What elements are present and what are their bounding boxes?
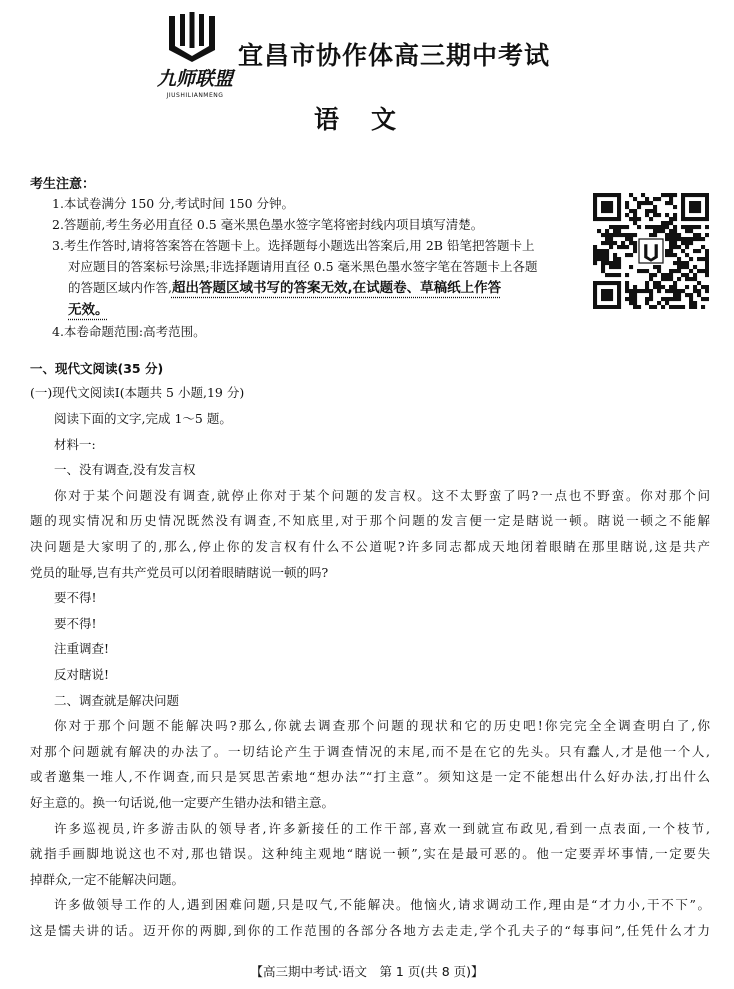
notice-item-3-plain: 的答题区域内作答, [68,280,172,295]
para-2-line: 对那个问题就有解决的办法了。一切结论产生于调查情况的末尾,而不是在它的先头。只有蠢人,才是他一个人, [30,743,710,759]
instruction: 阅读下面的文字,完成 1～5 题。 [54,411,232,426]
para-3-line: 许多巡视员,许多游击队的领导者,许多新接任的工作干部,喜欢一到就宣布政见,看到一点表面,一个枝节, [54,820,710,836]
notice-heading: 考生注意： [30,177,96,192]
para-1-line: 题的现实情况和历史情况既然没有调查,不知底里,对于那个问题的发言便一定是瞎说一顿。瞎说一顿之不能解 [30,513,710,529]
short-line: 要不得! [54,615,97,631]
heading-1: 一、没有调查,没有发言权 [54,462,196,478]
logo-text: 九师联盟 [156,68,233,90]
para-3-line: 掉群众,一定不能解决问题。 [30,871,184,887]
notice-item-4: 4.本卷命题范围:高考范围。 [52,324,206,339]
reading-section [30,358,710,943]
para-2-line: 你对于那个问题不能解决吗?那么,你就去调查那个问题的现状和它的历史吧!你完完全全调查明白了,你 [54,718,710,734]
para-3-line: 就指手画脚地说这也不对,那也错误。这种纯主观地“瞎说一顿”,实在是最可恶的。他一定要弄坏事情,一定要失 [30,846,710,862]
short-line: 注重调查! [54,641,110,657]
publisher-logo [150,12,240,102]
material-label: 材料一: [54,436,96,452]
exam-title: 宜昌市协作体高三期中考试 [238,41,551,70]
notice-item-3: 3.考生作答时,请将答案答在答题卡上。选择题每小题选出答案后,用 2B 铅笔把答题卡上 [52,238,535,253]
subject-title: 语文 [314,105,429,134]
notice-list [52,193,587,342]
notice-item-3-cont2 [52,277,587,299]
short-line: 要不得! [54,590,97,606]
logo-subtext: JIUSHILIANMENG [166,92,224,99]
notice-item-3-cont: 对应题目的答案标号涂黑;非选择题请用直径 0.5 毫米黑色墨水签字笔在答题卡上各题 [68,259,538,274]
short-line: 反对瞎说! [54,666,110,682]
para-2-line: 或者邀集一堆人,不作调查,而只是冥思苦索地“想办法”“打主意”。须知这是一定不能想出什么好办法,打出什么 [30,769,710,785]
qr-code-icon [593,193,709,309]
section-heading: 一、现代文阅读(35 分) [30,361,164,376]
notice-item-3-emphasis: 超出答题区域书写的答案无效,在试题卷、草稿纸上作答 [171,280,502,296]
para-2-line: 好主意的。换一句话说,他一定要产生错办法和错主意。 [30,794,334,810]
para-4-line: 许多做领导工作的人,遇到困难问题,只是叹气,不能解决。他恼火,请求调动工作,理由是“才力小,干不下”。 [54,897,710,913]
book-logo-icon [165,12,219,62]
notice-item-3-emphasis-end: 无效。 [68,302,109,318]
notice-item-3-cont3 [52,299,587,321]
page-footer: 【高三期中考试·语文 第 1 页(共 8 页)】 [250,964,484,979]
subsection-heading: (一)现代文阅读Ⅰ(本题共 5 小题,19 分) [30,385,245,400]
para-4-line: 这是懦夫讲的话。迈开你的两脚,到你的工作范围的各部分各地方去走走,学个孔夫子的“每事问”,任凭什么才力 [30,922,710,938]
para-1-line: 党员的耻辱,岂有共产党员可以闭着眼睛瞎说一顿的吗? [30,564,329,580]
heading-2: 二、调查就是解决问题 [54,692,180,708]
notice-item-1: 1.本试卷满分 150 分,考试时间 150 分钟。 [52,196,295,211]
para-1-line: 你对于某个问题没有调查,就停止你对于某个问题的发言权。这不太野蛮了吗?一点也不野蛮。你对那个问 [54,487,710,503]
notice-item-2: 2.答题前,考生务必用直径 0.5 毫米黑色墨水签字笔将密封线内项目填写清楚。 [52,217,484,232]
para-1-line: 决问题是大家明了的,那么,停止你的发言权有什么不公道呢?许多同志都成天地闭着眼睛在那里瞎说,这是共产 [30,538,710,554]
